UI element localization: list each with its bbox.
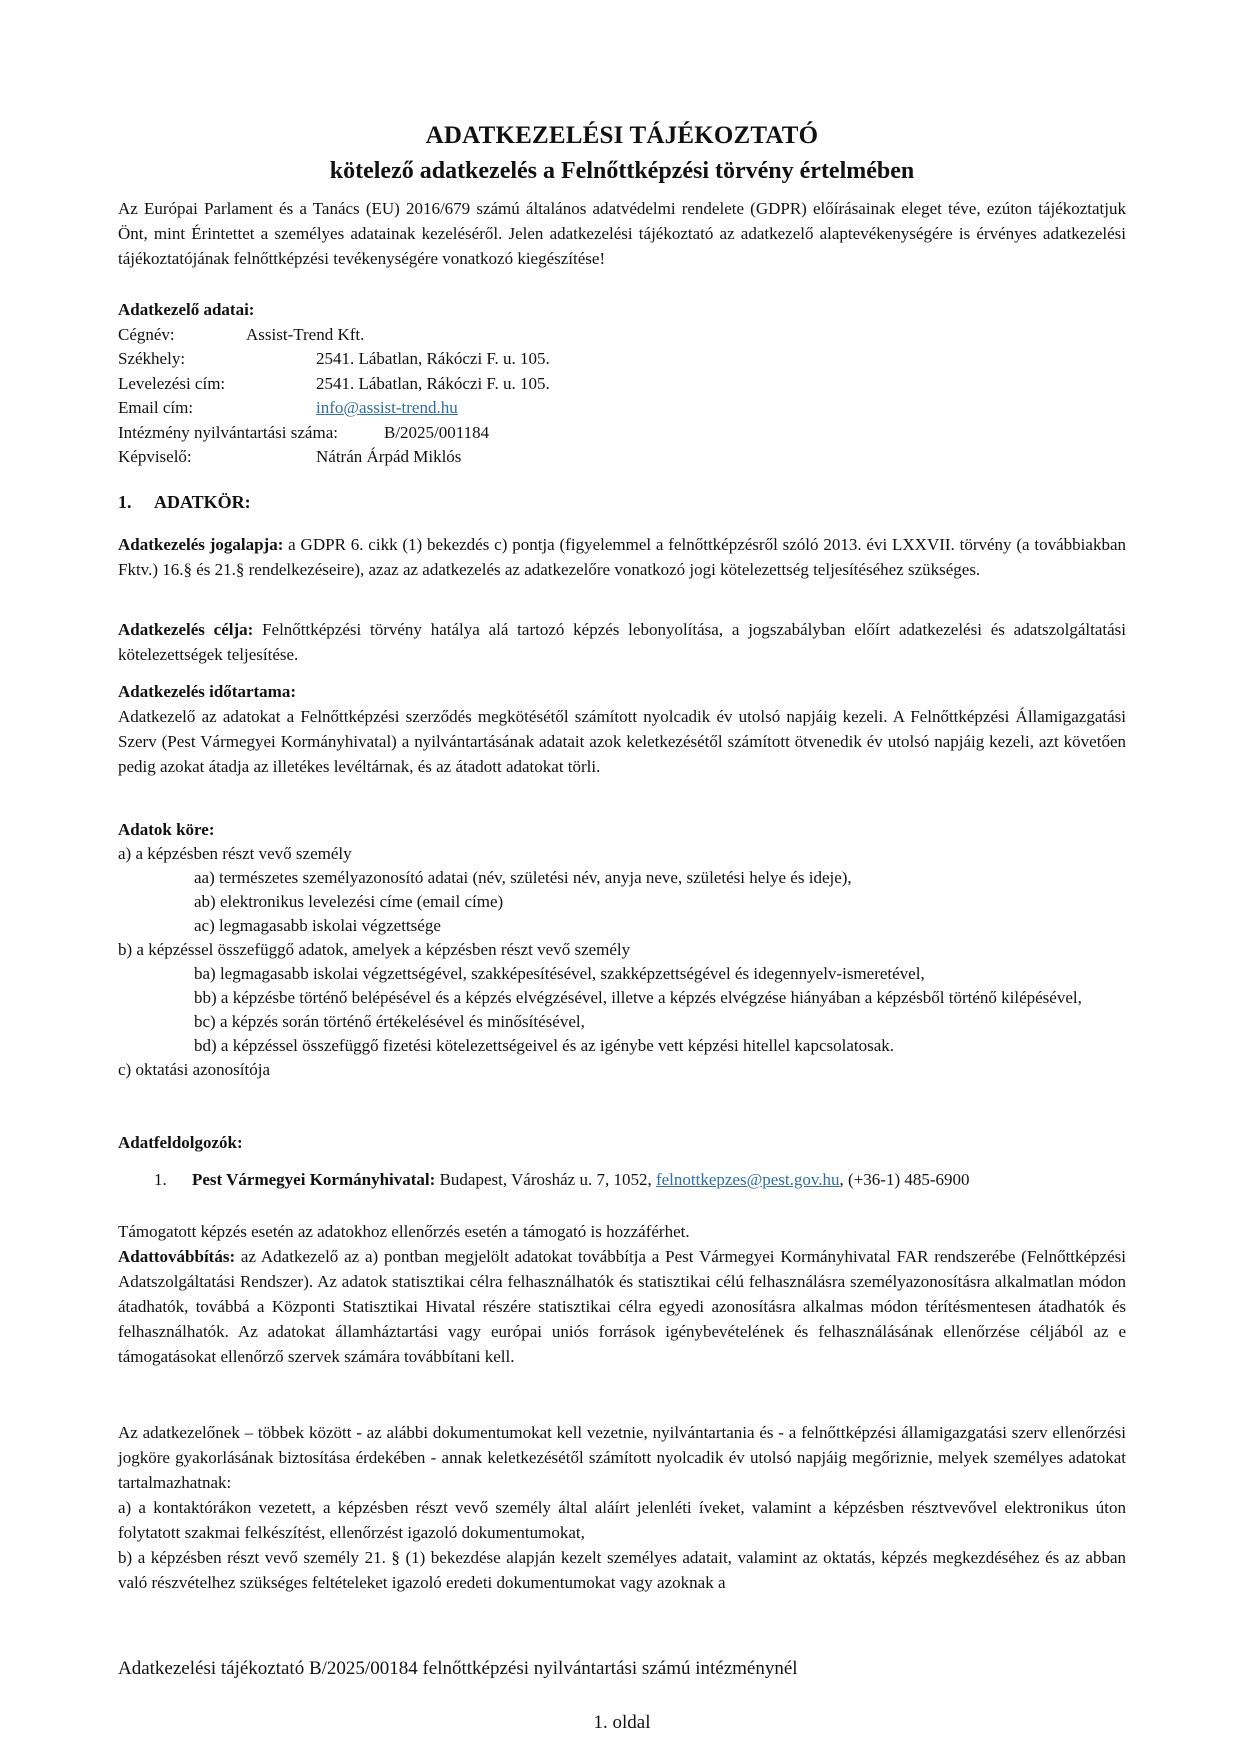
- transfer-paragraph: [118, 1244, 1126, 1369]
- data-scope-bc: bc) a képzés során történő értékelésével és minősítésével,: [194, 1012, 585, 1031]
- transfer-label: Adattovábbítás:: [118, 1247, 236, 1266]
- processors-block: [118, 1130, 1126, 1192]
- controller-row-registration: [118, 421, 1126, 446]
- controller-row-email: [118, 396, 1126, 421]
- page-number: 1. oldal: [593, 1712, 651, 1733]
- documents-b: b) a képzésben részt vevő személy 21. § (1) bekezdése alapján kezelt személyes adatait, valamint az oktatás, képzés megkezdéséhez és az abban való részvételhez szükséges feltételeket igazoló eredeti dokumentumokat vagy azoknak a: [118, 1548, 1126, 1592]
- data-scope-ab: ab) elektronikus levelezési címe (email címe): [194, 892, 504, 911]
- data-scope-block: [118, 818, 1126, 1082]
- value-seat: 2541. Lábatlan, Rákóczi F. u. 105.: [316, 349, 550, 368]
- processor-name: Pest Vármegyei Kormányhivatal:: [192, 1170, 436, 1189]
- supported-training-text: Támogatott képzés esetén az adatokhoz ellenőrzés esetén a támogató is hozzáférhet.: [118, 1222, 690, 1241]
- purpose-text: Felnőttképzési törvény hatálya alá tartozó képzés lebonyolítása, a jogszabályban előírt adatkezelési és adatszolgáltatási kötelezettségek teljesítése.: [118, 620, 1126, 664]
- document-title: ADATKEZELÉSI TÁJÉKOZTATÓ: [425, 122, 819, 149]
- label-email: Email cím:: [118, 398, 194, 417]
- value-representative: Nátrán Árpád Miklós: [316, 447, 462, 466]
- data-scope-ba: ba) legmagasabb iskolai végzettségével, szakképesítésével, szakképzettségével és idegennyelv-ismeretével,: [194, 964, 925, 983]
- documents-a: a) a kontaktórákon vezetett, a képzésben részt vevő személy által aláírt jelenléti íveket, valamint a képzésben résztvevővel elektronikus úton folytatott szakmai felkészítést, ellenőrzést igazoló dokumentumokat,: [118, 1498, 1126, 1542]
- label-mail-address: Levelezési cím:: [118, 373, 226, 393]
- value-mail-address: 2541. Lábatlan, Rákóczi F. u. 105.: [316, 373, 550, 393]
- controller-row-seat: [118, 347, 1126, 372]
- document-subtitle: kötelező adatkezelés a Felnőttképzési törvény értelmében: [329, 158, 915, 184]
- label-registration: Intézmény nyilvántartási száma:: [118, 422, 338, 442]
- controller-row-company: [118, 323, 1126, 348]
- section-title: ADATKÖR:: [154, 492, 251, 512]
- processor-item: [118, 1167, 1126, 1192]
- data-scope-ac: ac) legmagasabb iskolai végzettsége: [194, 916, 441, 935]
- section-heading: [118, 492, 1126, 513]
- transfer-text: az Adatkezelő az a) pontban megjelölt adatokat továbbítja a Pest Vármegyei Kormányhivatal FAR rendszerébe (Felnőttképzési Adatszolgáltatási Rendszer). Az adatok statisztikai célra felhasználhatók és statisztikai célú felhasználásra személyazonosításra alkalmatlan módon átadhatók, továbbá a Központi Statisztikai Hivatal részére statisztikai célra egyedi azonosításra alkalmas módon térítésmentesen átadhatók és felhasználhatók. Az adatokat államháztartási vagy európai uniós források igénybevételének és felhasználásának ellenőrzése céljából az e támogatásokat ellenőrző szervek számára továbbítani kell.: [118, 1247, 1126, 1366]
- processor-number: 1.: [154, 1170, 167, 1189]
- footer-text: Adatkezelési tájékoztató B/2025/00184 felnőttképzési nyilvántartási számú intézménynél: [118, 1658, 798, 1679]
- purpose-paragraph: [118, 617, 1126, 667]
- duration-text: Adatkezelő az adatokat a Felnőttképzési szerződés megkötésétől számított nyolcadik év utolsó napjáig kezeli. A Felnőttképzési Államigazgatási Szerv (Pest Vármegyei Kormányhivatal) a nyilvántartásának adatait azok keletkezésétől számított ötvenedik év utolsó napjáig kezeli, azt követően pedig azokat átadja az illetékes levéltárnak, és az átadott adatokat törli.: [118, 707, 1126, 776]
- data-scope-bb: bb) a képzésbe történő belépésével és a képzés elvégzésével, illetve a képzés elvégzése hiányában a képzésből történő kilépésével,: [194, 988, 1082, 1007]
- value-registration: B/2025/001184: [384, 422, 490, 442]
- data-scope-aa: aa) természetes személyazonosító adatai (név, születési név, anyja neve, születési helye és ideje),: [194, 868, 852, 887]
- duration-label: Adatkezelés időtartama:: [118, 682, 296, 701]
- data-scope-b: b) a képzéssel összefüggő adatok, amelyek a képzésben részt vevő személy: [118, 940, 631, 959]
- duration-block: [118, 679, 1126, 779]
- data-scope-bd: bd) a képzéssel összefüggő fizetési kötelezettségeivel és az igénybe vett képzési hitellel kapcsolatosak.: [194, 1036, 895, 1055]
- processor-email-link[interactable]: felnottkepzes@pest.gov.hu: [655, 1170, 840, 1189]
- label-company: Cégnév:: [118, 324, 175, 344]
- data-scope-c: c) oktatási azonosítója: [118, 1060, 271, 1079]
- controller-block: [118, 298, 1126, 470]
- controller-heading: Adatkezelő adatai:: [118, 300, 255, 319]
- processor-address: Budapest, Városház u. 7, 1052,: [435, 1170, 656, 1189]
- data-scope-a: a) a képzésben részt vevő személy: [118, 844, 352, 863]
- processor-phone: , (+36-1) 485-6900: [839, 1170, 970, 1189]
- intro-paragraph: Az Európai Parlament és a Tanács (EU) 2016/679 számú általános adatvédelmi rendelete (GDPR) előírásainak eleget téve, ezúton tájékoztatjuk Önt, mint Érintettet a személyes adatainak kezeléséről. Jelen adatkezelési tájékoztató az adatkezelő alaptevékenységére is érvényes adatkezelési tájékoztatójának felnőttképzési tevékenységére vonatkozó kiegészítése!: [118, 199, 1126, 268]
- processors-label: Adatfeldolgozók:: [118, 1133, 243, 1152]
- label-representative: Képviselő:: [118, 447, 192, 466]
- controller-row-representative: [118, 445, 1126, 470]
- legal-basis-text: a GDPR 6. cikk (1) bekezdés c) pontja (figyelemmel a felnőttképzésről szóló 2013. évi LXXVII. törvény (a továbbiakban Fktv.) 16.§ és 21.§ rendelkezéseire), azaz az adatkezelés az adatkezelőre vonatkozó jogi kötelezettség teljesítéséhez szükséges.: [118, 535, 1126, 579]
- value-company: Assist-Trend Kft.: [246, 324, 365, 344]
- legal-basis-paragraph: [118, 532, 1126, 582]
- label-seat: Székhely:: [118, 349, 186, 368]
- purpose-label: Adatkezelés célja:: [118, 620, 254, 639]
- documents-intro: Az adatkezelőnek – többek között - az alábbi dokumentumokat kell vezetnie, nyilvántartania és - a felnőttképzési államigazgatási szerv ellenőrzési jogköre gyakorlásának biztosítása érdekében - annak keletkezésétől számított nyolcadik év utolsó napjáig megőriznie, melyek személyes adatokat tartalmazhatnak:: [118, 1423, 1126, 1492]
- controller-row-mail-address: [118, 372, 1126, 397]
- data-scope-label: Adatok köre:: [118, 820, 215, 839]
- legal-basis-label: Adatkezelés jogalapja:: [118, 535, 284, 554]
- section-number: 1.: [118, 492, 132, 512]
- documents-block: [118, 1420, 1126, 1595]
- email-link[interactable]: info@assist-trend.hu: [316, 398, 458, 417]
